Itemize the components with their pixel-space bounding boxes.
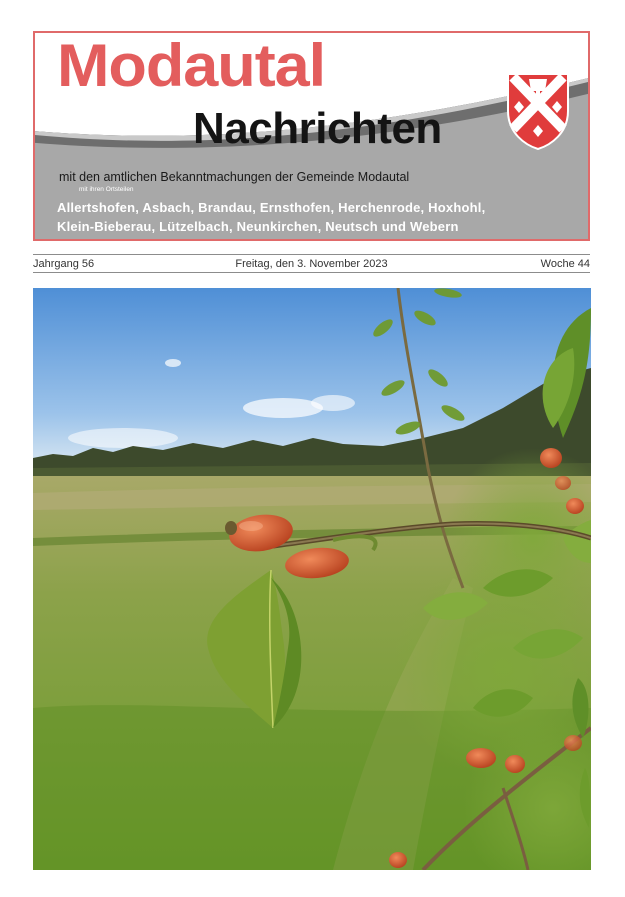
districts-line-1: Allertshofen, Asbach, Brandau, Ernsthofen, Herchenrode, Hoxhohl, [57, 200, 486, 215]
masthead-subtitle: mit den amtlichen Bekanntmachungen der Gemeinde Modautal [59, 170, 410, 184]
masthead-subtitle-small: mit ihren Ortsteilen [79, 186, 134, 193]
cover-photo [33, 288, 591, 870]
volume-number: Jahrgang 56 [33, 258, 95, 270]
coat-of-arms-icon [505, 71, 571, 151]
issue-info-bar [33, 254, 590, 273]
masthead-districts [57, 198, 485, 236]
week-number: Woche 44 [540, 258, 590, 270]
masthead [33, 31, 590, 241]
masthead-title-modautal: Modautal [57, 32, 326, 99]
masthead-title-nachrichten: Nachrichten [193, 104, 442, 153]
rosehip-landscape-photo [33, 288, 591, 870]
issue-date: Freitag, den 3. November 2023 [235, 258, 388, 270]
districts-line-2: Klein-Bieberau, Lützelbach, Neunkirchen, Neutsch und Webern [57, 219, 459, 234]
